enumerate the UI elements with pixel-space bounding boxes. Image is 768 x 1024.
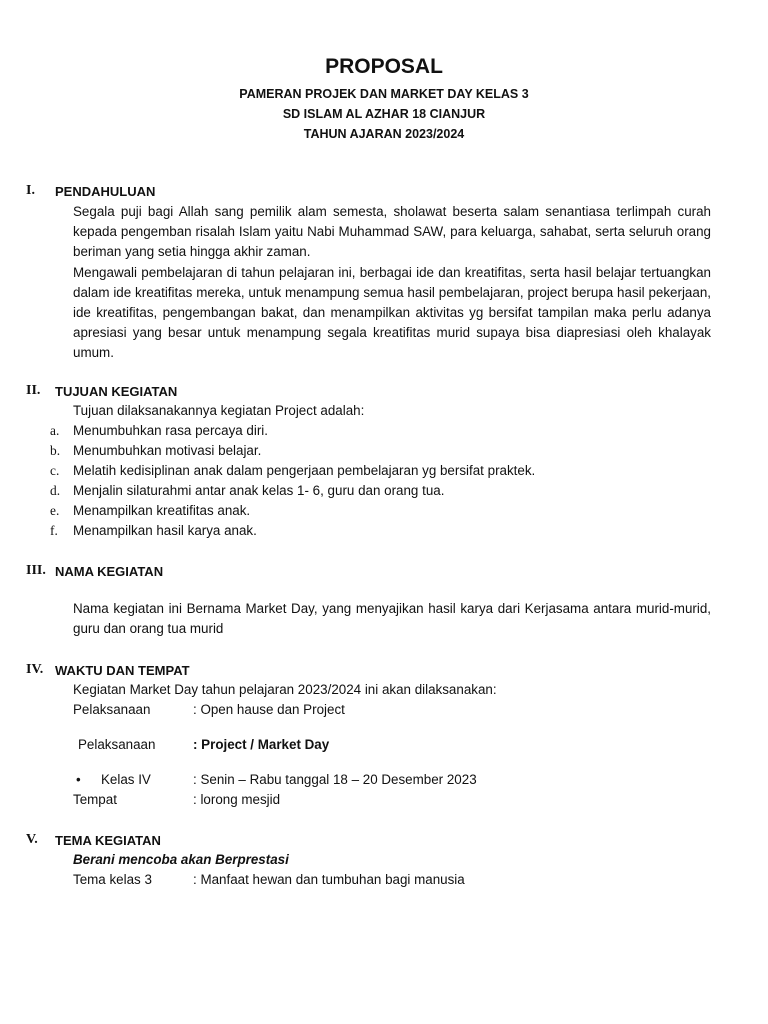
section-1-paragraph-2: Mengawali pembelajaran di tahun pelajaran ini, berbagai ide dan kreatifitas, serta hasil belajar tertuangkan dalam ide kreatifitas mereka, untuk menampung semua hasil pembelajaran, project berupa hasil pekerjaan, ide kreatifitas, pengembangan bakat, dan menampilkan aktivitas yg bersifat tampilan maka perlu adanya apresiasi yang besar untuk menampung segala kreatifitas murid supaya bisa diapresiasi oleh khalayak umum.	[73, 264, 711, 361]
section-3-paragraph: Nama kegiatan ini Bernama Market Day, yang menyajikan hasil karya dari Kerjasama antara murid-murid, guru dan orang tua murid	[73, 601, 711, 637]
schedule-label: Pelaksanaan	[73, 702, 151, 717]
section-4-title: WAKTU DAN TEMPAT	[55, 663, 190, 678]
section-2-title: TUJUAN KEGIATAN	[55, 384, 178, 399]
list-marker: e.	[50, 503, 60, 518]
theme-tagline: Berani mencoba akan Berprestasi	[73, 852, 289, 867]
section-1-body	[73, 202, 711, 364]
section-2-intro: Tujuan dilaksanakannya kegiatan Project adalah:	[73, 403, 365, 418]
list-marker: d.	[50, 483, 61, 498]
section-4-intro: Kegiatan Market Day tahun pelajaran 2023/2024 ini akan dilaksanakan:	[73, 682, 497, 697]
list-marker: a.	[50, 423, 60, 438]
section-5-title: TEMA KEGIATAN	[55, 833, 161, 848]
theme-label: Tema kelas 3	[73, 872, 152, 887]
section-5-number: V.	[26, 832, 38, 847]
bullet-marker: •	[76, 772, 81, 787]
section-1-paragraph-1: Segala puji bagi Allah sang pemilik alam semesta, sholawat beserta salam senantiasa terlimpah curah kepada pengemban risalah Islam yaitu Nabi Muhammad SAW, para keluarga, sahabat, serta seluruh orang beriman yang setia hingga akhir zaman.	[73, 204, 711, 260]
subtitle-event: PAMERAN PROJEK DAN MARKET DAY KELAS 3	[239, 87, 529, 101]
list-item: Menumbuhkan motivasi belajar.	[73, 443, 262, 458]
list-item: Menampilkan kreatifitas anak.	[73, 503, 251, 518]
section-3-title: NAMA KEGIATAN	[55, 564, 164, 579]
schedule-value: : Project / Market Day	[193, 737, 330, 752]
schedule-value: : Senin – Rabu tanggal 18 – 20 Desember 2023	[193, 772, 477, 787]
document-title: PROPOSAL	[325, 55, 443, 78]
section-1-number: I.	[26, 183, 35, 198]
section-3-body	[73, 599, 711, 639]
theme-value: : Manfaat hewan dan tumbuhan bagi manusia	[193, 872, 465, 887]
section-3-number: III.	[26, 563, 46, 578]
list-marker: b.	[50, 443, 61, 458]
subtitle-year: TAHUN AJARAN 2023/2024	[303, 127, 465, 141]
list-item: Menumbuhkan rasa percaya diri.	[73, 423, 269, 438]
schedule-value: : lorong mesjid	[193, 792, 281, 807]
list-item: Melatih kedisiplinan anak dalam pengerjaan pembelajaran yg bersifat praktek.	[73, 463, 536, 478]
list-marker: c.	[50, 463, 60, 478]
section-4-number: IV.	[26, 662, 44, 677]
schedule-label: Tempat	[73, 792, 117, 807]
list-item: Menampilkan hasil karya anak.	[73, 523, 257, 538]
list-marker: f.	[50, 523, 58, 538]
section-2-number: II.	[26, 383, 41, 398]
subtitle-school: SD ISLAM AL AZHAR 18 CIANJUR	[282, 107, 486, 121]
list-item: Menjalin silaturahmi antar anak kelas 1- 6, guru dan orang tua.	[73, 483, 445, 498]
section-1-title: PENDAHULUAN	[55, 184, 156, 199]
schedule-label: Pelaksanaan	[78, 737, 156, 752]
schedule-value: : Open hause dan Project	[193, 702, 345, 717]
schedule-label: Kelas IV	[101, 772, 151, 787]
